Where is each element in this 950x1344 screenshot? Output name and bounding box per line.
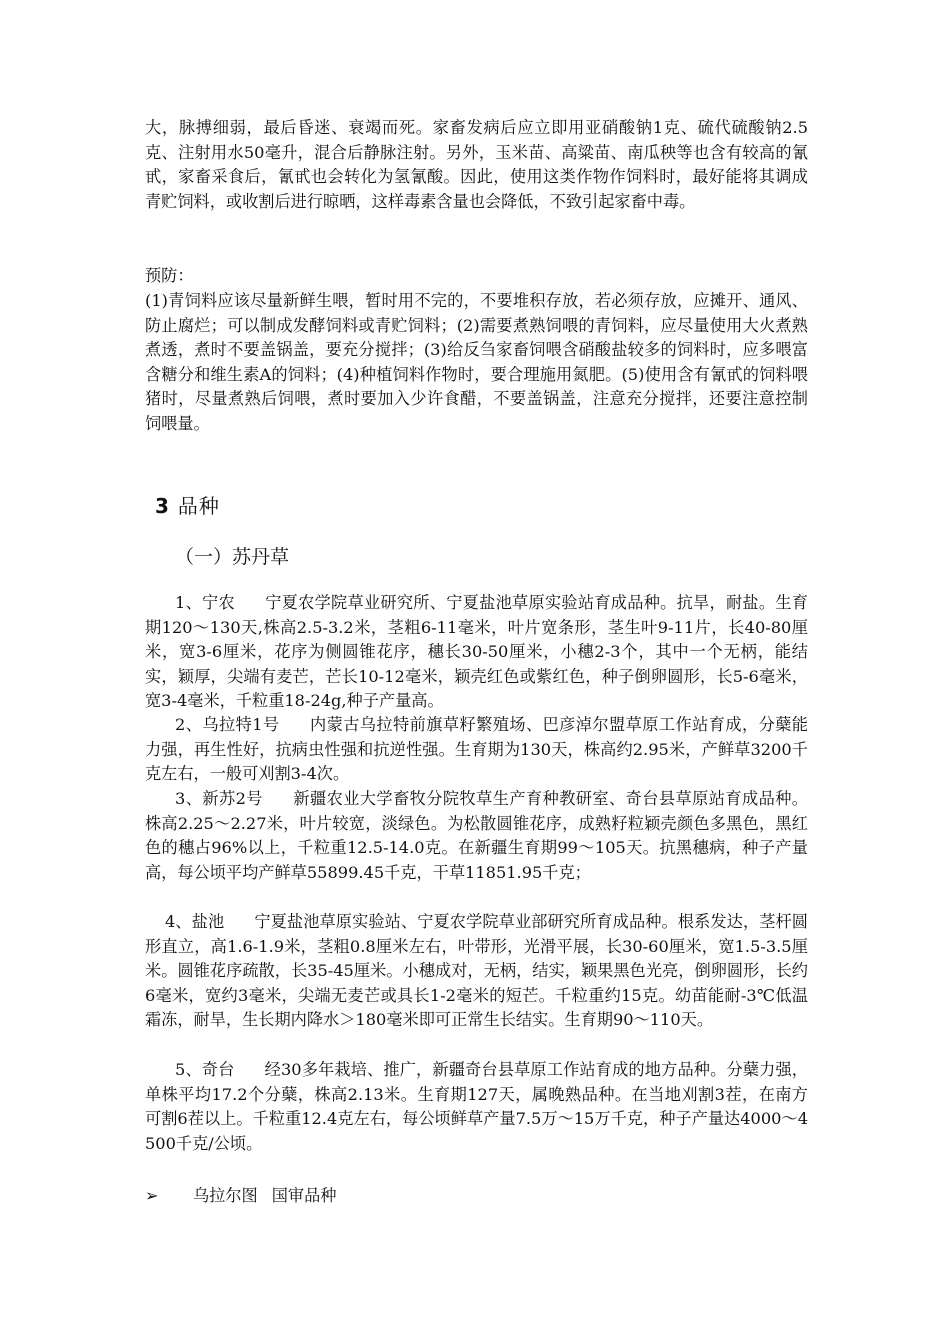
variety-paragraph xyxy=(145,713,808,787)
variety-name: 2、乌拉特1号 xyxy=(175,715,280,734)
prevention-paragraph: (1)青饲料应该尽量新鲜生喂，暂时用不完的，不要堆积存放，若必须存放，应摊开、通风、防止腐烂；可以制成发酵饲料或青贮饲料；(2)需要煮熟饲喂的青饲料，应尽量使用大火煮熟煮透，煮时不要盖锅盖，要充分搅拌；(3)给反刍家畜饲喂含硝酸盐较多的饲料时，应多喂富含糖分和维生素A的饲料；(4)种植饲料作物时，要合理施用氮肥。(5)使用含有氰甙的饲料喂猪时，尽量煮熟后饲喂，煮时要加入少许食醋，不要盖锅盖，注意充分搅拌，还要注意控制饲喂量。 xyxy=(145,291,808,433)
variety-text: 内蒙古乌拉特前旗草籽繁殖场、巴彦淖尔盟草原工作站育成，分蘖能力强，再生性好，抗病虫性强和抗逆性强。生育期为130天，株高约2.95米，产鲜草3200千克左右，一般可刈割3-4次。 xyxy=(145,715,808,783)
subsection-heading: （一）苏丹草 xyxy=(175,546,290,568)
variety-text: 新疆农业大学畜牧分院牧草生产育种教研室、奇台县草原站育成品种。株高2.25～2.27米，叶片较宽，淡绿色。为松散圆锥花序，成熟籽粒颖壳颜色多黑色，黑红色的穗占96%以上，千粒重12.5-14.0克。在新疆生育期99～105天。抗黑穗病，种子产量高，每公顷平均产鲜草55899.45千克，干草11851.95千克； xyxy=(145,789,808,882)
arrow-bullet-icon: ➢ xyxy=(145,1186,159,1205)
variety-name: 1、宁农 xyxy=(175,593,235,612)
variety-text: 经30多年栽培、推广，新疆奇台县草原工作站育成的地方品种。分蘖力强，单株平均17.2个分蘖，株高2.13米。生育期127天，属晚熟品种。在当地刈割3茬，在南方可割6茬以上。千粒重12.4克左右，每公顷鲜草产量7.5万～15万千克，种子产量达4000～4500千克/公顷。 xyxy=(145,1060,808,1153)
section-title: 品种 xyxy=(177,494,220,518)
prevention-label: 预防： xyxy=(145,266,194,285)
variety-bullet xyxy=(145,1184,337,1208)
bullet-note: 国审品种 xyxy=(271,1186,337,1205)
section-heading xyxy=(155,492,220,520)
bullet-name: 乌拉尔图 xyxy=(193,1186,258,1205)
variety-name: 5、奇台 xyxy=(175,1060,235,1079)
variety-paragraph xyxy=(145,591,808,714)
variety-paragraph xyxy=(145,1058,808,1156)
variety-text: 宁夏盐池草原实验站、宁夏农学院草业部研究所育成品种。根系发达，茎杆圆形直立，高1.6-1.9米，茎粗0.8厘米左右，叶带形，光滑平展，长30-60厘米，宽1.5-3.5厘米。圆锥花序疏散，长35-45厘米。小穗成对，无柄，结实，颖果黑色光亮，倒卵圆形，长约6毫米，宽约3毫米，尖端无麦芒或具长1-2毫米的短芒。千粒重约15克。幼苗能耐-3℃低温霜冻，耐旱，生长期内降水＞180毫米即可正常生长结实。生育期90～110天。 xyxy=(145,912,808,1029)
variety-name: 4、盐池 xyxy=(165,912,225,931)
section-number: 3 xyxy=(155,494,170,518)
variety-paragraph xyxy=(145,910,808,1033)
variety-name: 3、新苏2号 xyxy=(175,789,263,808)
variety-text: 宁夏农学院草业研究所、宁夏盐池草原实验站育成品种。抗旱，耐盐。生育期120～130天,株高2.5-3.2米，茎粗6-11毫米，叶片宽条形，茎生叶9-11片，长40-80厘米，宽3-6厘米，花序为侧圆锥花序，穗长30-50厘米，小穗2-3个，其中一个无柄，能结实，颖厚，尖端有麦芒，芒长10-12毫米，颖壳红色或紫红色，种子倒卵圆形，长5-6毫米，宽3-4毫米，千粒重18-24g,种子产量高。 xyxy=(145,593,808,710)
intro-paragraph: 大，脉搏细弱，最后昏迷、衰竭而死。家畜发病后应立即用亚硝酸钠1克、硫代硫酸钠2.5克、注射用水50毫升，混合后静脉注射。另外，玉米苗、高粱苗、南瓜秧等也含有较高的氰甙，家畜采食后，氰甙也会转化为氢氰酸。因此，使用这类作物作饲料时，最好能将其调成青贮饲料，或收割后进行晾晒，这样毒素含量也会降低，不致引起家畜中毒。 xyxy=(145,118,808,211)
variety-paragraph xyxy=(145,787,808,885)
